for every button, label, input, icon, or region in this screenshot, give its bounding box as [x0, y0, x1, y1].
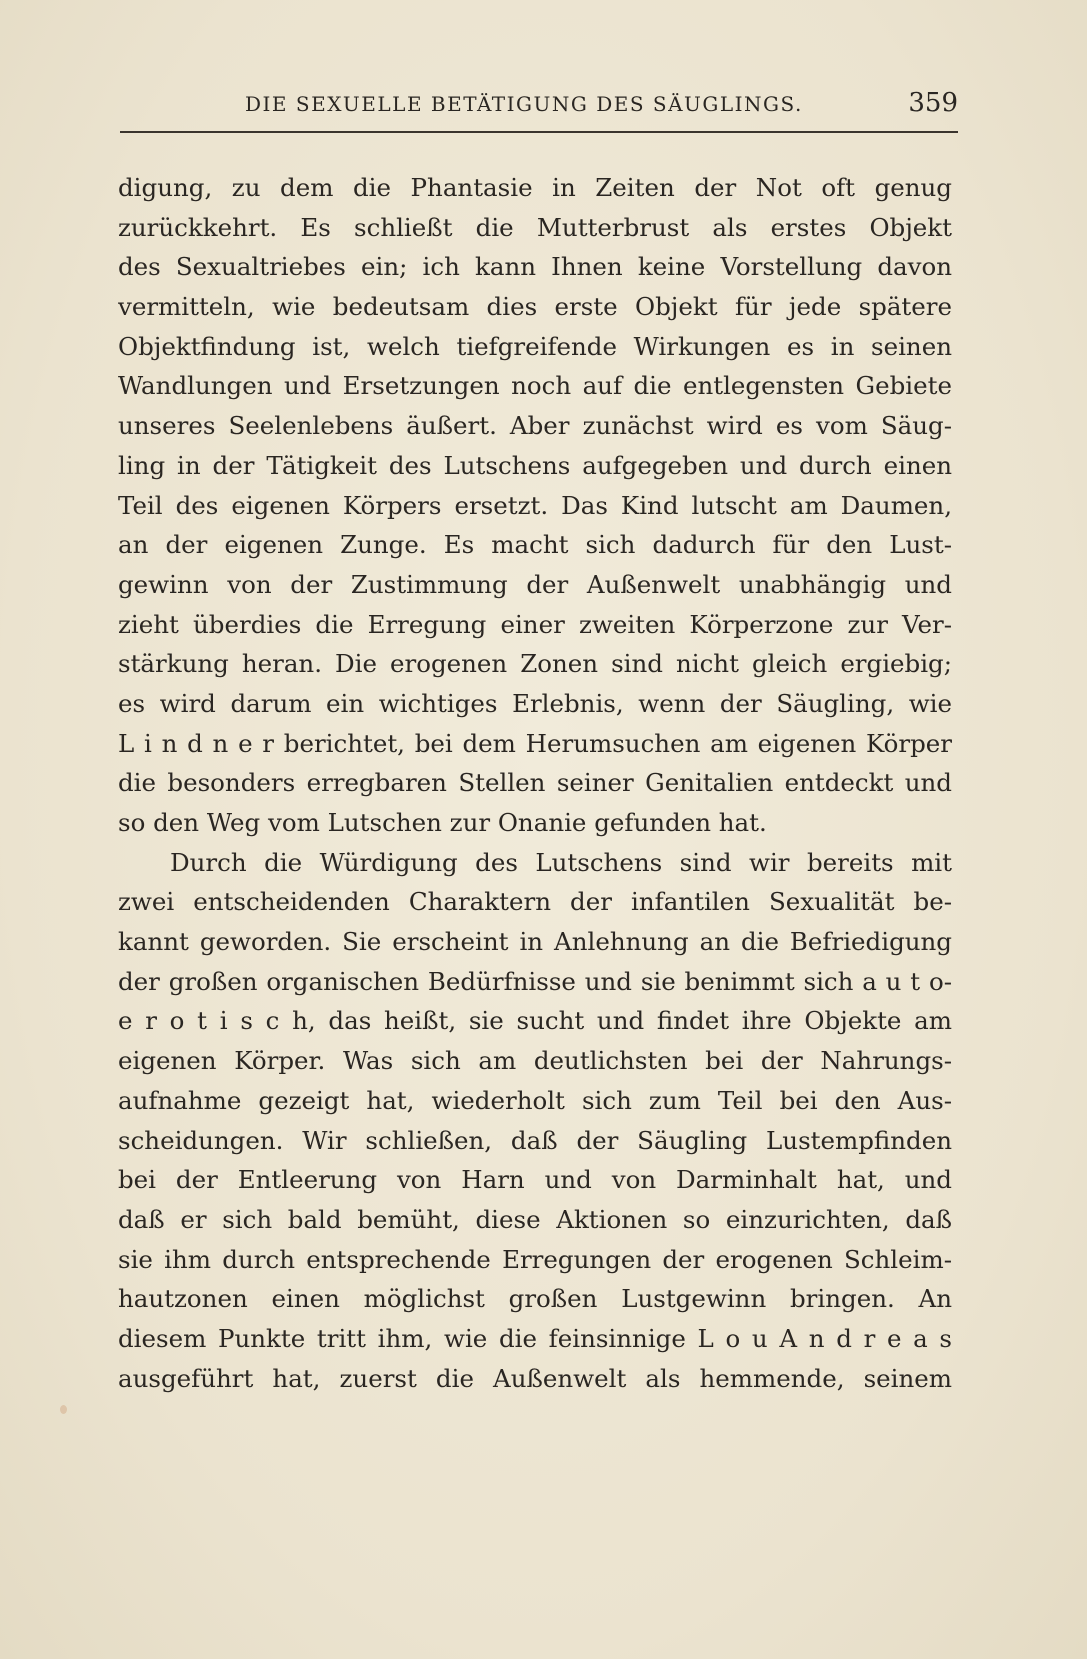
paragraph-end-line: so den Weg vom Lutschen zur Onanie gefunden hat.: [118, 808, 767, 837]
text-line: vermitteln, wie bedeutsam dies erste Objekt für jede spätere: [118, 292, 952, 322]
text-line: des Sexualtriebes ein; ich kann Ihnen keine Vorstellung davon: [118, 252, 952, 282]
text-line: ausgeführt hat, zuerst die Außenwelt als hemmende, seinem: [118, 1363, 952, 1393]
paragraph-start-line: Durch die Würdigung des Lutschens sind wir bereits mit: [170, 847, 952, 877]
text-line: ling in der Tätigkeit des Lutschens aufgegeben und durch einen: [118, 450, 952, 480]
text-line: daß er sich bald bemüht, diese Aktionen so einzurichten, daß: [118, 1204, 952, 1234]
text-line: digung, zu dem die Phantasie in Zeiten der Not oft genug: [118, 173, 952, 202]
text-line: unseres Seelenlebens äußert. Aber zunächst wird es vom Säug-: [118, 411, 952, 441]
text-line: die besonders erregbaren Stellen seiner Genitalien entdeckt und: [118, 768, 952, 798]
text-line: diesem Punkte tritt ihm, wie die feinsinnige L o u A n d r e a s: [118, 1323, 952, 1353]
text-line: zwei entscheidenden Charaktern der infantilen Sexualität be-: [118, 887, 952, 917]
text-line: sie ihm durch entsprechende Erregungen der erogenen Schleim-: [118, 1244, 952, 1274]
text-line: eigenen Körper. Was sich am deutlichsten bei der Nahrungs-: [118, 1046, 952, 1076]
paper-stain: [60, 1405, 67, 1414]
running-head: [120, 88, 958, 126]
text-line: scheidungen. Wir schließen, daß der Säugling Lustempfinden: [118, 1125, 952, 1155]
text-line: stärkung heran. Die erogenen Zonen sind nicht gleich ergiebig;: [118, 649, 952, 679]
text-line: zieht überdies die Erregung einer zweiten Körperzone zur Ver-: [118, 609, 952, 639]
page-number: 359: [908, 88, 958, 118]
text-line: Wandlungen und Ersetzungen noch auf die entlegensten Gebiete: [118, 371, 952, 401]
body-text: [118, 168, 952, 1398]
text-line: aufnahme gezeigt hat, wiederholt sich zum Teil bei den Aus-: [118, 1085, 952, 1115]
text-line: es wird darum ein wichtiges Erlebnis, wenn der Säugling, wie: [118, 688, 952, 718]
text-line: zurückkehrt. Es schließt die Mutterbrust als erstes Objekt: [118, 212, 952, 242]
text-line: L i n d n e r berichtet, bei dem Herumsuchen am eigenen Körper: [118, 728, 952, 758]
text-line: e r o t i s c h, das heißt, sie sucht und findet ihre Objekte am: [118, 1006, 952, 1036]
text-line: hautzonen einen möglichst großen Lustgewinn bringen. An: [118, 1284, 952, 1314]
text-line: der großen organischen Bedürfnisse und sie benimmt sich a u t o-: [118, 966, 952, 996]
text-line: gewinn von der Zustimmung der Außenwelt unabhängig und: [118, 569, 952, 599]
running-title: DIE SEXUELLE BETÄTIGUNG DES SÄUGLINGS.: [245, 92, 803, 116]
text-line: kannt geworden. Sie erscheint in Anlehnung an die Befriedigung: [118, 927, 952, 957]
text-line: Objektfindung ist, welch tiefgreifende Wirkungen es in seinen: [118, 331, 952, 361]
header-rule: [120, 131, 958, 133]
text-line: bei der Entleerung von Harn und von Darminhalt hat, und: [118, 1165, 952, 1195]
text-line: an der eigenen Zunge. Es macht sich dadurch für den Lust-: [118, 530, 952, 560]
text-line: Teil des eigenen Körpers ersetzt. Das Kind lutscht am Daumen,: [118, 490, 952, 520]
